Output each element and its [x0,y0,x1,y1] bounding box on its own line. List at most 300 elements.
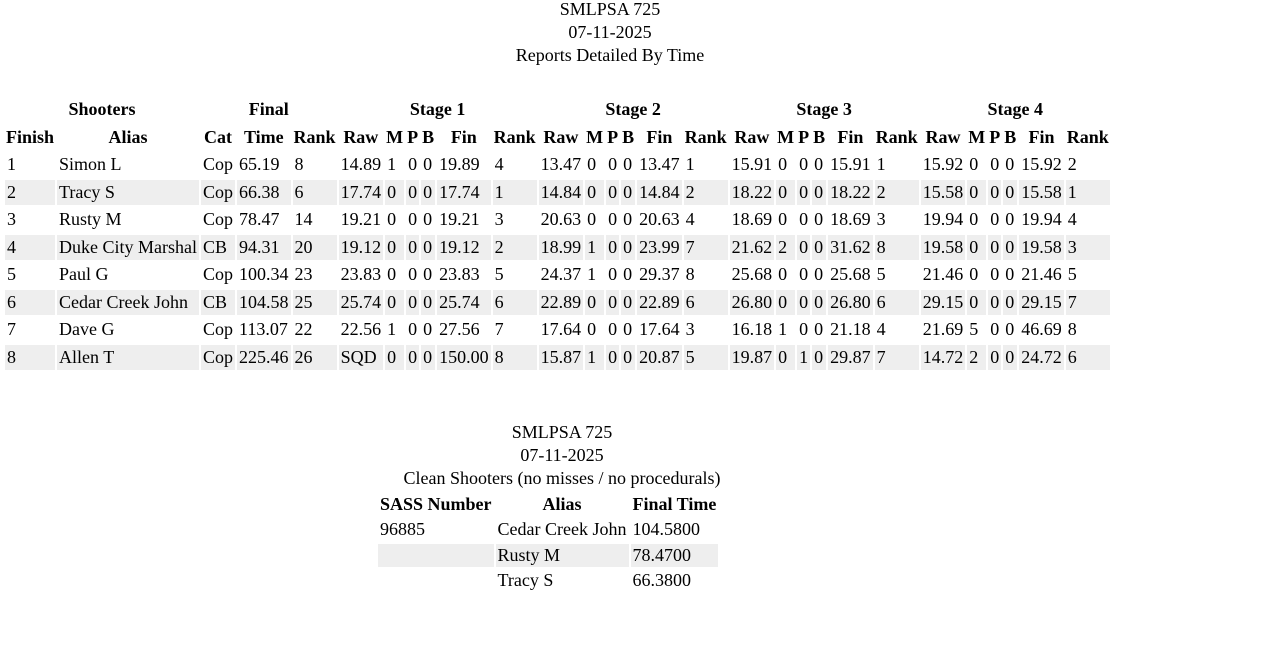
table-cell: 6 [875,290,919,316]
list-item [378,518,718,542]
table-cell: 0 [406,262,419,288]
table-cell: 0 [385,180,404,206]
results-body [5,152,1110,370]
table-cell: 23.99 [637,235,682,261]
table-cell: 16.18 [730,317,775,343]
table-cell: 19.87 [730,345,775,371]
table-cell: 0 [406,180,419,206]
table-cell: 3 [1066,235,1110,261]
report-subtitle: Reports Detailed By Time [515,45,705,65]
table-cell: 0 [621,262,635,288]
table-cell: 3 [875,207,919,233]
col-stage3-raw-header: Raw [734,126,770,147]
table-cell: 0 [606,180,619,206]
table-cell: 15.92 [1019,152,1064,178]
table-cell: 15.87 [539,345,584,371]
table-cell: 25 [293,290,337,316]
table-cell: 15.58 [921,180,966,206]
table-cell: 5 [967,317,986,343]
table-cell: 0 [812,152,826,178]
table-cell: 0 [812,207,826,233]
table-cell: 29.15 [1019,290,1064,316]
table-cell: Cop [201,152,235,178]
table-cell: 4 [875,317,919,343]
table-cell: 8 [875,235,919,261]
table-cell: 19.12 [339,235,384,261]
table-cell: 14.84 [539,180,584,206]
table-cell: 0 [988,180,1001,206]
table-cell: 94.31 [237,235,291,261]
table-cell: 0 [988,345,1001,371]
table-cell: 0 [967,262,986,288]
group-stage-2: Stage 2 [605,98,661,119]
table-cell: 19.89 [437,152,491,178]
table-cell: Dave G [57,317,199,343]
table-cell: 15.91 [730,152,775,178]
table-cell: 0 [812,345,826,371]
table-cell: 0 [1003,207,1017,233]
clean-shooters-table [376,490,720,595]
table-cell: 5 [493,262,537,288]
table-cell: 19.58 [1019,235,1064,261]
col-stage1-m-header: M [386,126,404,147]
table-cell: Tracy S [57,180,199,206]
table-cell: 1 [585,262,604,288]
group-stage-1: Stage 1 [409,98,466,119]
col-stage2-m-header: M [586,126,604,147]
col-stage2-b-header: B [622,126,635,147]
table-cell: 26 [293,345,337,371]
table-cell: 0 [967,290,986,316]
group-final: Final [248,98,289,119]
table-cell: 21.18 [828,317,873,343]
col-time-header: Time [243,126,284,147]
table-cell: 15.92 [921,152,966,178]
col-stage2-p-header: P [607,126,619,147]
table-cell: 19.58 [921,235,966,261]
col-rank-header: Rank [293,126,336,147]
table-cell: 17.64 [637,317,682,343]
col-stage4-rank-header: Rank [1066,126,1109,147]
table-cell: 0 [385,290,404,316]
table-cell: 0 [812,290,826,316]
clean-cell: Cedar Creek John [497,519,627,540]
table-cell: 78.47 [237,207,291,233]
table-cell: 15.91 [828,152,873,178]
table-cell: 21.62 [730,235,775,261]
table-cell: 0 [812,262,826,288]
table-cell: 18.69 [828,207,873,233]
table-cell: 2 [1066,152,1110,178]
col-stage3-b-header: B [813,126,826,147]
table-cell: 1 [585,345,604,371]
table-cell: 0 [812,235,826,261]
table-cell: 0 [606,235,619,261]
table-cell: 1 [684,152,728,178]
table-cell: 20.87 [637,345,682,371]
table-cell: Cop [201,345,235,371]
table-cell: 0 [797,235,810,261]
table-cell: 0 [585,152,604,178]
table-cell: 0 [421,207,435,233]
col-stage3-rank-header: Rank [875,126,918,147]
table-cell: 1 [875,152,919,178]
table-cell: 0 [988,207,1001,233]
table-row [5,317,1110,343]
table-row [5,152,1110,178]
table-cell: 13.47 [539,152,584,178]
table-cell: 26.80 [730,290,775,316]
table-cell: 19.21 [339,207,384,233]
table-cell: 21.46 [1019,262,1064,288]
table-cell: 0 [421,317,435,343]
col-stage2-rank-header: Rank [684,126,727,147]
table-cell: 21.69 [921,317,966,343]
table-cell: 23.83 [437,262,491,288]
table-cell: 18.69 [730,207,775,233]
table-cell: 7 [875,345,919,371]
col-stage3-p-header: P [798,126,810,147]
table-cell: 0 [797,317,810,343]
table-cell: 0 [421,235,435,261]
table-cell: 5 [5,262,55,288]
table-cell: 150.00 [437,345,491,371]
table-cell: 5 [684,345,728,371]
table-cell: 0 [585,207,604,233]
table-cell: 20 [293,235,337,261]
table-cell: 0 [406,207,419,233]
table-cell: 2 [493,235,537,261]
table-cell: 0 [776,345,795,371]
table-cell: 5 [1066,262,1110,288]
clean-cell [378,544,494,568]
table-cell: 2 [5,180,55,206]
table-cell: SQD [339,345,384,371]
table-cell: 19.21 [437,207,491,233]
table-cell: 7 [1066,290,1110,316]
table-cell: 2 [776,235,795,261]
table-cell: 0 [776,262,795,288]
group-stage-3: Stage 3 [796,98,852,119]
table-row [5,180,1110,206]
col-stage1-b-header: B [422,126,435,147]
table-cell: 0 [812,317,826,343]
clean-subtitle: Clean Shooters (no misses / no procedurals) [403,468,721,488]
table-cell: 17.74 [437,180,491,206]
table-cell: 0 [621,345,635,371]
clean-cell: 66.3800 [632,570,691,591]
group-header-row [5,96,1110,122]
table-cell: 0 [406,317,419,343]
col-finish-header: Finish [6,126,55,147]
table-cell: 0 [406,345,419,371]
table-cell: 25.74 [437,290,491,316]
clean-col-sass-number-header: SASS Number [380,493,492,514]
clean-cell: Rusty M [496,544,629,568]
table-cell: 100.34 [237,262,291,288]
table-cell: 0 [1003,152,1017,178]
table-cell: 6 [684,290,728,316]
col-stage1-p-header: P [407,126,419,147]
table-cell: 14.84 [637,180,682,206]
table-cell: 6 [1066,345,1110,371]
table-cell: 0 [812,180,826,206]
table-cell: 4 [684,207,728,233]
table-cell: 19.94 [921,207,966,233]
report-title: SMLPSA 725 [559,0,661,19]
col-alias-header: Alias [108,126,148,147]
table-cell: 3 [684,317,728,343]
table-cell: 23 [293,262,337,288]
clean-cell: 96885 [380,519,425,540]
table-cell: Paul G [57,262,199,288]
table-cell: 0 [988,317,1001,343]
table-cell: 0 [606,152,619,178]
table-cell: 0 [1003,235,1017,261]
clean-col-alias-header: Alias [542,493,582,514]
table-cell: 25.68 [730,262,775,288]
table-cell: 1 [5,152,55,178]
table-cell: Cop [201,262,235,288]
table-row [5,290,1110,316]
table-cell: Rusty M [57,207,199,233]
table-cell: 0 [797,290,810,316]
clean-body [378,518,718,593]
table-cell: 0 [797,207,810,233]
col-stage4-fin-header: Fin [1028,126,1055,147]
table-cell: 22.89 [539,290,584,316]
table-cell: 22.56 [339,317,384,343]
col-stage3-m-header: M [777,126,795,147]
table-cell: 14 [293,207,337,233]
table-cell: 0 [797,180,810,206]
table-cell: Cop [201,207,235,233]
table-cell: 0 [776,152,795,178]
table-cell: 0 [1003,345,1017,371]
table-cell: 24.72 [1019,345,1064,371]
table-cell: 7 [493,317,537,343]
table-cell: 17.74 [339,180,384,206]
table-cell: 0 [621,180,635,206]
results-table [3,94,1112,372]
table-cell: 0 [606,317,619,343]
table-cell: 13.47 [637,152,682,178]
clean-cell [378,569,494,593]
table-cell: CB [201,235,235,261]
table-cell: 4 [493,152,537,178]
table-row [5,345,1110,371]
table-cell: 4 [1066,207,1110,233]
col-stage3-fin-header: Fin [837,126,864,147]
table-cell: 6 [493,290,537,316]
table-cell: 6 [5,290,55,316]
clean-cell: 104.5800 [632,519,700,540]
table-cell: 18.22 [828,180,873,206]
table-cell: 0 [621,290,635,316]
table-row [5,207,1110,233]
table-cell: Duke City Marshal [57,235,199,261]
table-cell: 0 [776,290,795,316]
table-cell: 3 [493,207,537,233]
table-cell: Simon L [57,152,199,178]
col-stage4-b-header: B [1004,126,1017,147]
table-cell: 0 [797,152,810,178]
table-cell: 0 [406,152,419,178]
list-item [378,569,718,593]
col-stage4-raw-header: Raw [925,126,961,147]
table-cell: 8 [1066,317,1110,343]
table-cell: 2 [967,345,986,371]
table-cell: 0 [988,262,1001,288]
table-cell: 0 [967,180,986,206]
table-cell: 0 [385,207,404,233]
table-cell: 225.46 [237,345,291,371]
table-cell: 20.63 [637,207,682,233]
table-cell: 113.07 [237,317,291,343]
table-row [5,235,1110,261]
table-cell: 0 [1003,290,1017,316]
col-stage2-raw-header: Raw [543,126,579,147]
table-cell: 4 [5,235,55,261]
table-cell: 0 [988,290,1001,316]
table-cell: 0 [585,317,604,343]
table-cell: 0 [421,152,435,178]
table-cell: 0 [988,152,1001,178]
clean-col-final-time-header: Final Time [632,493,717,514]
table-cell: 15.58 [1019,180,1064,206]
col-stage2-fin-header: Fin [646,126,673,147]
table-cell: 0 [606,345,619,371]
table-cell: 0 [988,235,1001,261]
table-cell: 6 [293,180,337,206]
table-cell: 0 [385,235,404,261]
table-cell: 0 [776,180,795,206]
table-cell: 23.83 [339,262,384,288]
table-cell: 14.72 [921,345,966,371]
table-cell: 46.69 [1019,317,1064,343]
table-cell: 1 [385,317,404,343]
table-cell: Cedar Creek John [57,290,199,316]
table-cell: 2 [684,180,728,206]
table-cell: 0 [967,235,986,261]
table-cell: 17.64 [539,317,584,343]
col-stage1-raw-header: Raw [343,126,379,147]
table-cell: 1 [1066,180,1110,206]
table-cell: 21.46 [921,262,966,288]
table-cell: 29.37 [637,262,682,288]
col-cat-header: Cat [204,126,233,147]
table-cell: 66.38 [237,180,291,206]
table-cell: 0 [406,235,419,261]
table-cell: 7 [684,235,728,261]
table-cell: 0 [1003,262,1017,288]
table-cell: 1 [585,235,604,261]
table-cell: 26.80 [828,290,873,316]
table-cell: 1 [797,345,810,371]
table-cell: 22.89 [637,290,682,316]
table-cell: 7 [5,317,55,343]
clean-cell: Tracy S [497,570,554,591]
table-cell: 0 [421,290,435,316]
table-cell: 20.63 [539,207,584,233]
table-cell: 22 [293,317,337,343]
table-cell: 0 [967,207,986,233]
table-cell: 0 [606,207,619,233]
report-date: 07-11-2025 [568,22,652,42]
table-cell: 1 [776,317,795,343]
table-cell: 0 [1003,317,1017,343]
table-cell: 18.99 [539,235,584,261]
table-cell: 18.22 [730,180,775,206]
table-cell: 25.68 [828,262,873,288]
table-cell: Cop [201,180,235,206]
table-cell: 8 [493,345,537,371]
clean-date: 07-11-2025 [520,445,604,465]
table-cell: 0 [421,262,435,288]
table-cell: 0 [585,180,604,206]
list-item [378,544,718,568]
group-stage-4: Stage 4 [987,98,1043,119]
table-cell: CB [201,290,235,316]
table-cell: 0 [421,180,435,206]
clean-title: SMLPSA 725 [511,422,613,442]
table-cell: 0 [385,262,404,288]
table-cell: 1 [385,152,404,178]
table-cell: 8 [293,152,337,178]
table-cell: 0 [385,345,404,371]
table-cell: 0 [585,290,604,316]
column-header-row [5,124,1110,150]
table-cell: 27.56 [437,317,491,343]
table-cell: 0 [797,262,810,288]
table-cell: 0 [621,207,635,233]
table-cell: 0 [1003,180,1017,206]
table-cell: 31.62 [828,235,873,261]
clean-header-row [378,492,718,516]
table-cell: Allen T [57,345,199,371]
table-cell: 3 [5,207,55,233]
table-cell: 14.89 [339,152,384,178]
table-cell: 0 [606,262,619,288]
table-cell: 19.12 [437,235,491,261]
table-cell: 29.15 [921,290,966,316]
group-shooters: Shooters [68,98,136,119]
table-cell: 0 [776,207,795,233]
table-cell: 2 [875,180,919,206]
table-cell: 1 [493,180,537,206]
table-cell: 0 [967,152,986,178]
col-stage4-p-header: P [989,126,1001,147]
col-stage1-fin-header: Fin [450,126,477,147]
table-row [5,262,1110,288]
col-stage4-m-header: M [968,126,986,147]
table-cell: 5 [875,262,919,288]
table-cell: 0 [621,235,635,261]
col-stage1-rank-header: Rank [493,126,536,147]
table-cell: 65.19 [237,152,291,178]
table-cell: 0 [621,152,635,178]
clean-cell: 78.4700 [631,544,719,568]
table-cell: 19.94 [1019,207,1064,233]
table-cell: 24.37 [539,262,584,288]
table-cell: 0 [621,317,635,343]
table-cell: 29.87 [828,345,873,371]
table-cell: 0 [606,290,619,316]
table-cell: 8 [5,345,55,371]
table-cell: 0 [406,290,419,316]
table-cell: 104.58 [237,290,291,316]
table-cell: Cop [201,317,235,343]
